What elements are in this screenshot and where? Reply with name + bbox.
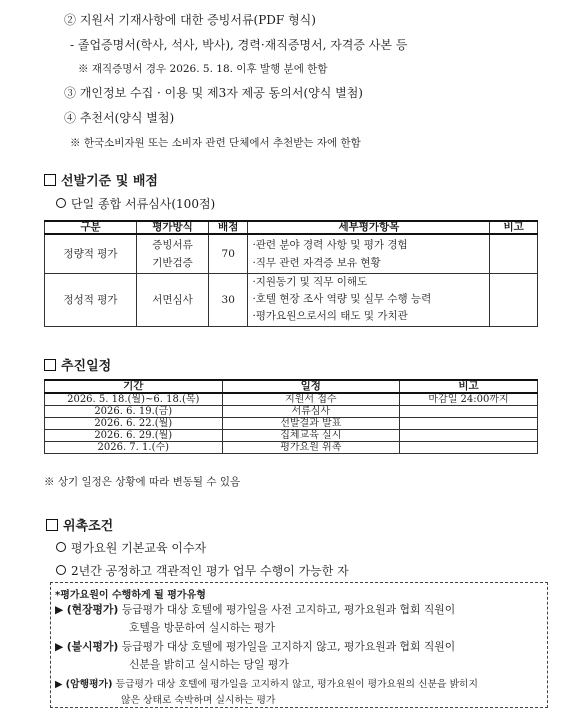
row-category: 정량적 평가 [45, 234, 137, 273]
period-cell: 2026. 6. 29.(월) [45, 430, 223, 442]
col-header-note: 비고 [490, 221, 538, 234]
table-row [45, 273, 538, 326]
table-row [45, 393, 538, 406]
note-cell: 마감일 24:00까지 [400, 393, 538, 406]
selection-method: 단일 종합 서류심사(100점) [56, 195, 215, 212]
event-cell: 선발결과 발표 [222, 418, 400, 430]
period-cell: 2026. 6. 19.(금) [45, 406, 223, 418]
selection-table [44, 220, 538, 327]
table-row [45, 406, 538, 418]
appointment-cond-2: 2년간 공정하고 객관적인 평가 업무 수행이 가능한 자 [56, 562, 349, 579]
eval-type-onsite: ▶ (현장평가) 등급평가 대상 호텔에 평가일을 사전 고지하고, 평가요원과 협회 직원이 [55, 603, 456, 616]
schedule-heading: 추진일정 [44, 355, 111, 374]
row-method: 증빙서류 기반검증 [137, 234, 209, 273]
doc-item-2: ② 지원서 기재사항에 대한 증빙서류(PDF 형식) [64, 13, 316, 27]
triangle-bullet-icon: ▶ [55, 603, 64, 616]
col-header-note: 비고 [400, 380, 538, 393]
doc-item-4: ④ 추천서(양식 별첨) [64, 111, 175, 125]
eval-type-covert-cont: 않은 상태로 숙박하며 실시하는 평가 [121, 695, 276, 706]
col-header-method: 평가방식 [137, 221, 209, 234]
schedule-footnote: ※ 상기 일정은 상황에 따라 변동될 수 있음 [44, 476, 241, 488]
note-cell [400, 418, 538, 430]
row-note [490, 234, 538, 273]
period-cell: 2026. 6. 22.(월) [45, 418, 223, 430]
triangle-bullet-icon: ▶ [55, 640, 64, 653]
event-cell: 지원서 접수 [222, 393, 400, 406]
doc-item-2-note: ※ 재직증명서 경우 2026. 5. 18. 이후 발행 분에 한함 [78, 63, 328, 75]
table-row [45, 442, 538, 454]
eval-types-box [50, 582, 548, 708]
event-cell: 평가요원 위촉 [222, 442, 400, 454]
row-items: ·지원동기 및 직무 이해도 ·호텔 현장 조사 역량 및 실무 수행 능력 ·평가요원으로서의 태도 및 가치관 [248, 273, 490, 326]
square-bullet-icon [46, 519, 58, 531]
eval-type-surprise-cont: 신분을 밝히고 실시하는 당일 평가 [129, 658, 289, 671]
row-note [490, 273, 538, 326]
table-row [45, 430, 538, 442]
row-category: 정성적 평가 [45, 273, 137, 326]
doc-item-2-sub: - 졸업증명서(학사, 석사, 박사), 경력·재직증명서, 자격증 사본 등 [70, 38, 408, 52]
col-header-period: 기간 [45, 380, 223, 393]
schedule-table [44, 379, 538, 454]
period-cell: 2026. 7. 1.(수) [45, 442, 223, 454]
selection-heading: 선발기준 및 배점 [44, 170, 158, 189]
col-header-score: 배점 [208, 221, 247, 234]
event-cell: 서류심사 [222, 406, 400, 418]
circle-bullet-icon [56, 198, 66, 208]
table-row [45, 418, 538, 430]
col-header-category: 구분 [45, 221, 137, 234]
col-header-items: 세부평가항목 [248, 221, 490, 234]
eval-types-title: *평가요원이 수행하게 될 평가유형 [55, 590, 206, 601]
row-items: ·관련 분야 경력 사항 및 평가 경험 ·직무 관련 자격증 보유 현황 [248, 234, 490, 273]
square-bullet-icon [44, 174, 56, 186]
row-score: 30 [208, 273, 247, 326]
circle-bullet-icon [56, 542, 66, 552]
event-cell: 집체교육 실시 [222, 430, 400, 442]
table-row [45, 234, 538, 273]
eval-type-onsite-cont: 호텔을 방문하여 실시하는 평가 [129, 621, 275, 634]
row-score: 70 [208, 234, 247, 273]
appointment-heading: 위촉조건 [46, 515, 113, 534]
doc-item-3: ③ 개인정보 수집 · 이용 및 제3자 제공 동의서(양식 별첨) [64, 86, 363, 100]
period-cell: 2026. 5. 18.(월)~6. 18.(목) [45, 393, 223, 406]
circle-bullet-icon [56, 565, 66, 575]
note-cell [400, 442, 538, 454]
appointment-cond-1: 평가요원 기본교육 이수자 [56, 539, 206, 556]
doc-item-4-note: ※ 한국소비자원 또는 소비자 관련 단체에서 추천받는 자에 한함 [70, 137, 361, 149]
eval-type-surprise: ▶ (불시평가) 등급평가 대상 호텔에 평가일을 고지하지 않고, 평가요원과 협회 직원이 [55, 640, 456, 653]
square-bullet-icon [44, 359, 56, 371]
eval-type-covert: ▶ (암행평가) 등급평가 대상 호텔에 평가일을 고지하지 않고, 평가요원이 평가요원의 신분을 밝히지 [55, 679, 478, 690]
row-method: 서면심사 [137, 273, 209, 326]
note-cell [400, 430, 538, 442]
triangle-bullet-icon: ▶ [55, 679, 63, 690]
col-header-event: 일정 [222, 380, 400, 393]
note-cell [400, 406, 538, 418]
